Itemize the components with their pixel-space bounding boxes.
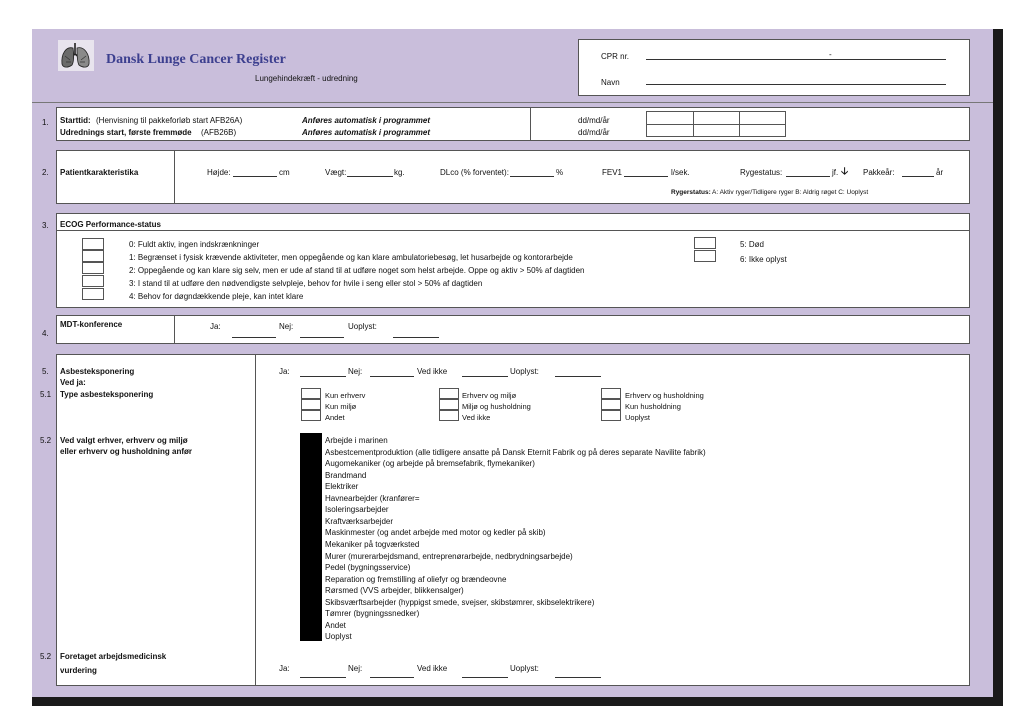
vurdering-ved-ikke-label: Ved ikke xyxy=(417,664,448,673)
type-checkbox-miljo-husholdning[interactable] xyxy=(439,399,459,410)
asbest-ved-ikke-input[interactable] xyxy=(462,376,508,377)
occupation-title-line-1: Ved valgt erhver, erhverv og miljø xyxy=(60,436,188,445)
type-checkbox-erhverv-husholdning[interactable] xyxy=(601,388,621,399)
asbest-uoplyst-label: Uoplyst: xyxy=(510,367,539,376)
ved-ja-label: Ved ja: xyxy=(60,378,86,387)
mdt-title: MDT-konference xyxy=(60,320,123,329)
type-miljo-husholdning: Miljø og husholdning xyxy=(462,402,531,411)
dlco-label: DLco (% forventet): xyxy=(440,168,509,177)
vurdering-uoplyst-label: Uoplyst: xyxy=(510,664,539,673)
date-format-2: dd/md/år xyxy=(578,128,610,137)
ecog-option-4: 4: Behov for døgndækkende pleje, kan intet klare xyxy=(129,292,304,301)
rygerstatus-legend-label: Rygerstatus: xyxy=(671,189,711,196)
navn-input[interactable] xyxy=(646,84,946,85)
ecog-checkbox-0[interactable] xyxy=(82,238,104,250)
ecog-title: ECOG Performance-status xyxy=(60,220,161,229)
asbest-nej-label: Nej: xyxy=(348,367,363,376)
section-3-number: 3. xyxy=(42,221,49,230)
lungs-logo-icon xyxy=(58,40,94,71)
date-grid-row-divider xyxy=(646,124,786,125)
type-ved-ikke: Ved ikke xyxy=(462,413,491,422)
occupation-option[interactable]: Isoleringsarbejder xyxy=(325,505,389,515)
header-divider xyxy=(32,102,993,103)
asbest-title: Asbesteksponering xyxy=(60,367,135,376)
mdt-nej-input[interactable] xyxy=(300,337,344,338)
date-format-1: dd/md/år xyxy=(578,116,610,125)
vurdering-ved-ikke-input[interactable] xyxy=(462,677,508,678)
occupation-option[interactable]: Kraftværksarbejder xyxy=(325,516,394,526)
section-52-number: 5.2 xyxy=(40,436,52,445)
occupation-option[interactable]: Arbejde i marinen xyxy=(325,436,388,445)
pct-unit: % xyxy=(556,168,564,177)
ecog-checkbox-2[interactable] xyxy=(82,262,104,274)
mdt-uoplyst-label: Uoplyst: xyxy=(348,322,377,331)
section-2-number: 2. xyxy=(42,168,49,177)
mdt-uoplyst-input[interactable] xyxy=(393,337,439,338)
occupation-title-line-2: eller erhverv og husholdning anfør xyxy=(60,447,193,456)
ecog-checkbox-3[interactable] xyxy=(82,275,104,287)
fev1-input[interactable] xyxy=(624,176,668,177)
section-4-number: 4. xyxy=(42,329,49,338)
pakkear-input[interactable] xyxy=(902,176,934,177)
cpr-dash: - xyxy=(829,50,832,59)
section-5-divider xyxy=(255,355,256,685)
occupation-option[interactable]: Uoplyst xyxy=(325,632,352,642)
occupation-option[interactable]: Augomekaniker (og arbejde på bremsefabrik, flymekaniker) xyxy=(325,459,535,469)
dlco-input[interactable] xyxy=(510,176,554,177)
hojde-input[interactable] xyxy=(233,176,277,177)
ar-unit: år xyxy=(936,168,944,177)
ecog-checkbox-1[interactable] xyxy=(82,250,104,262)
rygestatus-input[interactable] xyxy=(786,176,830,177)
occupation-option[interactable]: Mekaniker på togværksted xyxy=(325,539,420,549)
type-erhverv-husholdning: Erhverv og husholdning xyxy=(625,391,704,400)
cpr-input[interactable] xyxy=(646,59,946,60)
udredning-label: Udrednings start, første fremmøde xyxy=(60,128,192,137)
type-checkbox-andet[interactable] xyxy=(301,410,321,421)
occupation-checkbox-column[interactable] xyxy=(300,433,322,641)
section-53-number: 5.2 xyxy=(40,652,52,661)
type-asbest-title: Type asbesteksponering xyxy=(60,390,154,399)
arrow-down-icon: 🡣 xyxy=(841,166,849,177)
occupation-option[interactable]: Andet xyxy=(325,620,346,630)
vaegt-input[interactable] xyxy=(347,176,393,177)
ecog-option-1: 1: Begrænset i fysisk krævende aktiviteter, men oppegående og kan klare ambulatoriebesøg, let husarbejde og kontorarbejde xyxy=(129,253,573,262)
type-uoplyst: Uoplyst xyxy=(625,413,651,422)
ecog-checkbox-4[interactable] xyxy=(82,288,104,300)
date-grid-col-1 xyxy=(693,111,694,137)
page-shadow-right xyxy=(993,29,1003,706)
ecog-option-5: 5: Død xyxy=(740,240,765,249)
occupation-option[interactable]: Elektriker xyxy=(325,482,359,492)
type-checkbox-kun-husholdning[interactable] xyxy=(601,399,621,410)
asbest-ja-label: Ja: xyxy=(279,367,290,376)
type-kun-husholdning: Kun husholdning xyxy=(625,402,681,411)
vurdering-nej-label: Nej: xyxy=(348,664,363,673)
vurdering-title-line-1: Foretaget arbejdsmedicinsk xyxy=(60,652,167,661)
type-kun-miljo: Kun miljø xyxy=(325,402,357,411)
asbest-ved-ikke-label: Ved ikke xyxy=(417,367,448,376)
udredning-detail: (AFB26B) xyxy=(201,128,237,137)
auto-note-2: Anføres automatisk i programmet xyxy=(302,128,431,137)
vurdering-title-line-2: vurdering xyxy=(60,666,97,675)
navn-label: Navn xyxy=(601,78,620,87)
vurdering-nej-input[interactable] xyxy=(370,677,414,678)
starttid-detail: (Henvisning til pakkeforløb start AFB26A) xyxy=(96,116,243,125)
registry-name: Dansk Lunge Cancer Register xyxy=(106,52,286,67)
type-kun-erhverv: Kun erhverv xyxy=(325,391,366,400)
occupation-option[interactable]: Pedel (bygningsservice) xyxy=(325,563,411,573)
auto-note-1: Anføres automatisk i programmet xyxy=(302,116,431,125)
asbest-uoplyst-input[interactable] xyxy=(555,376,601,377)
ecog-option-6: 6: Ikke oplyst xyxy=(740,255,787,264)
occupation-option[interactable]: Maskinmester (og andet arbejde med motor og kedler på skib) xyxy=(325,528,546,538)
cm-unit: cm xyxy=(279,168,290,177)
starttid-label: Starttid: xyxy=(60,116,91,125)
lsek-unit: l/sek. xyxy=(671,168,690,177)
vurdering-ja-label: Ja: xyxy=(279,664,290,673)
vurdering-uoplyst-input[interactable] xyxy=(555,677,601,678)
mdt-ja-input[interactable] xyxy=(232,337,276,338)
type-andet: Andet xyxy=(325,413,345,422)
section-4-box xyxy=(56,315,970,344)
occupation-option[interactable]: Murer (murerarbejdsmand, entreprenørarbejde, nedbrydningsarbejde) xyxy=(325,551,573,561)
jf-label: jf. xyxy=(832,168,839,177)
patient-id-box xyxy=(578,39,970,96)
occupation-option[interactable]: Skibsværftsarbejder (hyppigst smede, svejser, skibstømrer, skibselektrikere) xyxy=(325,597,595,607)
asbest-nej-input[interactable] xyxy=(370,376,414,377)
section-2-divider xyxy=(174,151,175,203)
type-checkbox-uoplyst[interactable] xyxy=(601,410,621,421)
asbest-ja-input[interactable] xyxy=(300,376,346,377)
section-3-title-divider xyxy=(57,230,969,231)
rygestatus-label: Rygestatus: xyxy=(740,168,783,177)
fev1-label: FEV1 xyxy=(602,168,623,177)
section-1-divider xyxy=(530,108,531,140)
patientkarakteristika-title: Patientkarakteristika xyxy=(60,168,139,177)
vaegt-label: Vægt: xyxy=(325,168,347,177)
kg-unit: kg. xyxy=(394,168,405,177)
occupation-option[interactable]: Reparation og fremstilling af oliefyr og brændeovne xyxy=(325,574,507,584)
occupation-option[interactable]: Brandmand xyxy=(325,470,367,480)
ecog-option-0: 0: Fuldt aktiv, ingen indskrænkninger xyxy=(129,240,260,249)
registry-logo xyxy=(58,40,94,71)
section-4-divider xyxy=(174,316,175,343)
cpr-label: CPR nr. xyxy=(601,52,630,61)
occupation-option[interactable]: Havnearbejder (kranfører= xyxy=(325,493,420,503)
page-shadow-bottom xyxy=(32,697,1003,706)
rygerstatus-legend-options: A: Aktiv ryger/Tidligere ryger B: Aldrig røget C: Uoplyst xyxy=(712,189,869,196)
pakkear-label: Pakkeår: xyxy=(863,168,895,177)
type-erhverv-miljo: Erhverv og miljø xyxy=(462,391,517,400)
section-51-number: 5.1 xyxy=(40,390,52,399)
vurdering-ja-input[interactable] xyxy=(300,677,346,678)
form-title: Lungehindekræft - udredning xyxy=(255,74,358,83)
ecog-checkbox-5[interactable] xyxy=(694,237,716,249)
mdt-ja-label: Ja: xyxy=(210,322,221,331)
type-checkbox-kun-erhverv[interactable] xyxy=(301,388,321,399)
section-1-number: 1. xyxy=(42,118,49,127)
ecog-option-3: 3: I stand til at udføre den nødvendigste selvpleje, behov for hvile i seng eller stol > 50% af dagtiden xyxy=(129,279,483,288)
occupation-option[interactable]: Asbestcementproduktion (alle tidligere ansatte på Dansk Eternit Fabrik og på deres separate Navilite fabrik) xyxy=(325,447,706,457)
section-5-number: 5. xyxy=(42,367,49,376)
occupation-option[interactable]: Tømrer (bygningssnedker) xyxy=(325,609,420,619)
hojde-label: Højde: xyxy=(207,168,231,177)
type-checkbox-ved-ikke[interactable] xyxy=(439,410,459,421)
ecog-option-2: 2: Oppegående og kan klare sig selv, men er ude af stand til at udføre noget som helst arbejde. Oppe og aktiv > 50% af dagtiden xyxy=(129,266,585,275)
type-checkbox-kun-miljo[interactable] xyxy=(301,399,321,410)
type-checkbox-erhverv-miljo[interactable] xyxy=(439,388,459,399)
ecog-checkbox-6[interactable] xyxy=(694,250,716,262)
date-grid-col-2 xyxy=(739,111,740,137)
occupation-option[interactable]: Rørsmed (VVS arbejder, blikkensalger) xyxy=(325,586,464,596)
mdt-nej-label: Nej: xyxy=(279,322,294,331)
